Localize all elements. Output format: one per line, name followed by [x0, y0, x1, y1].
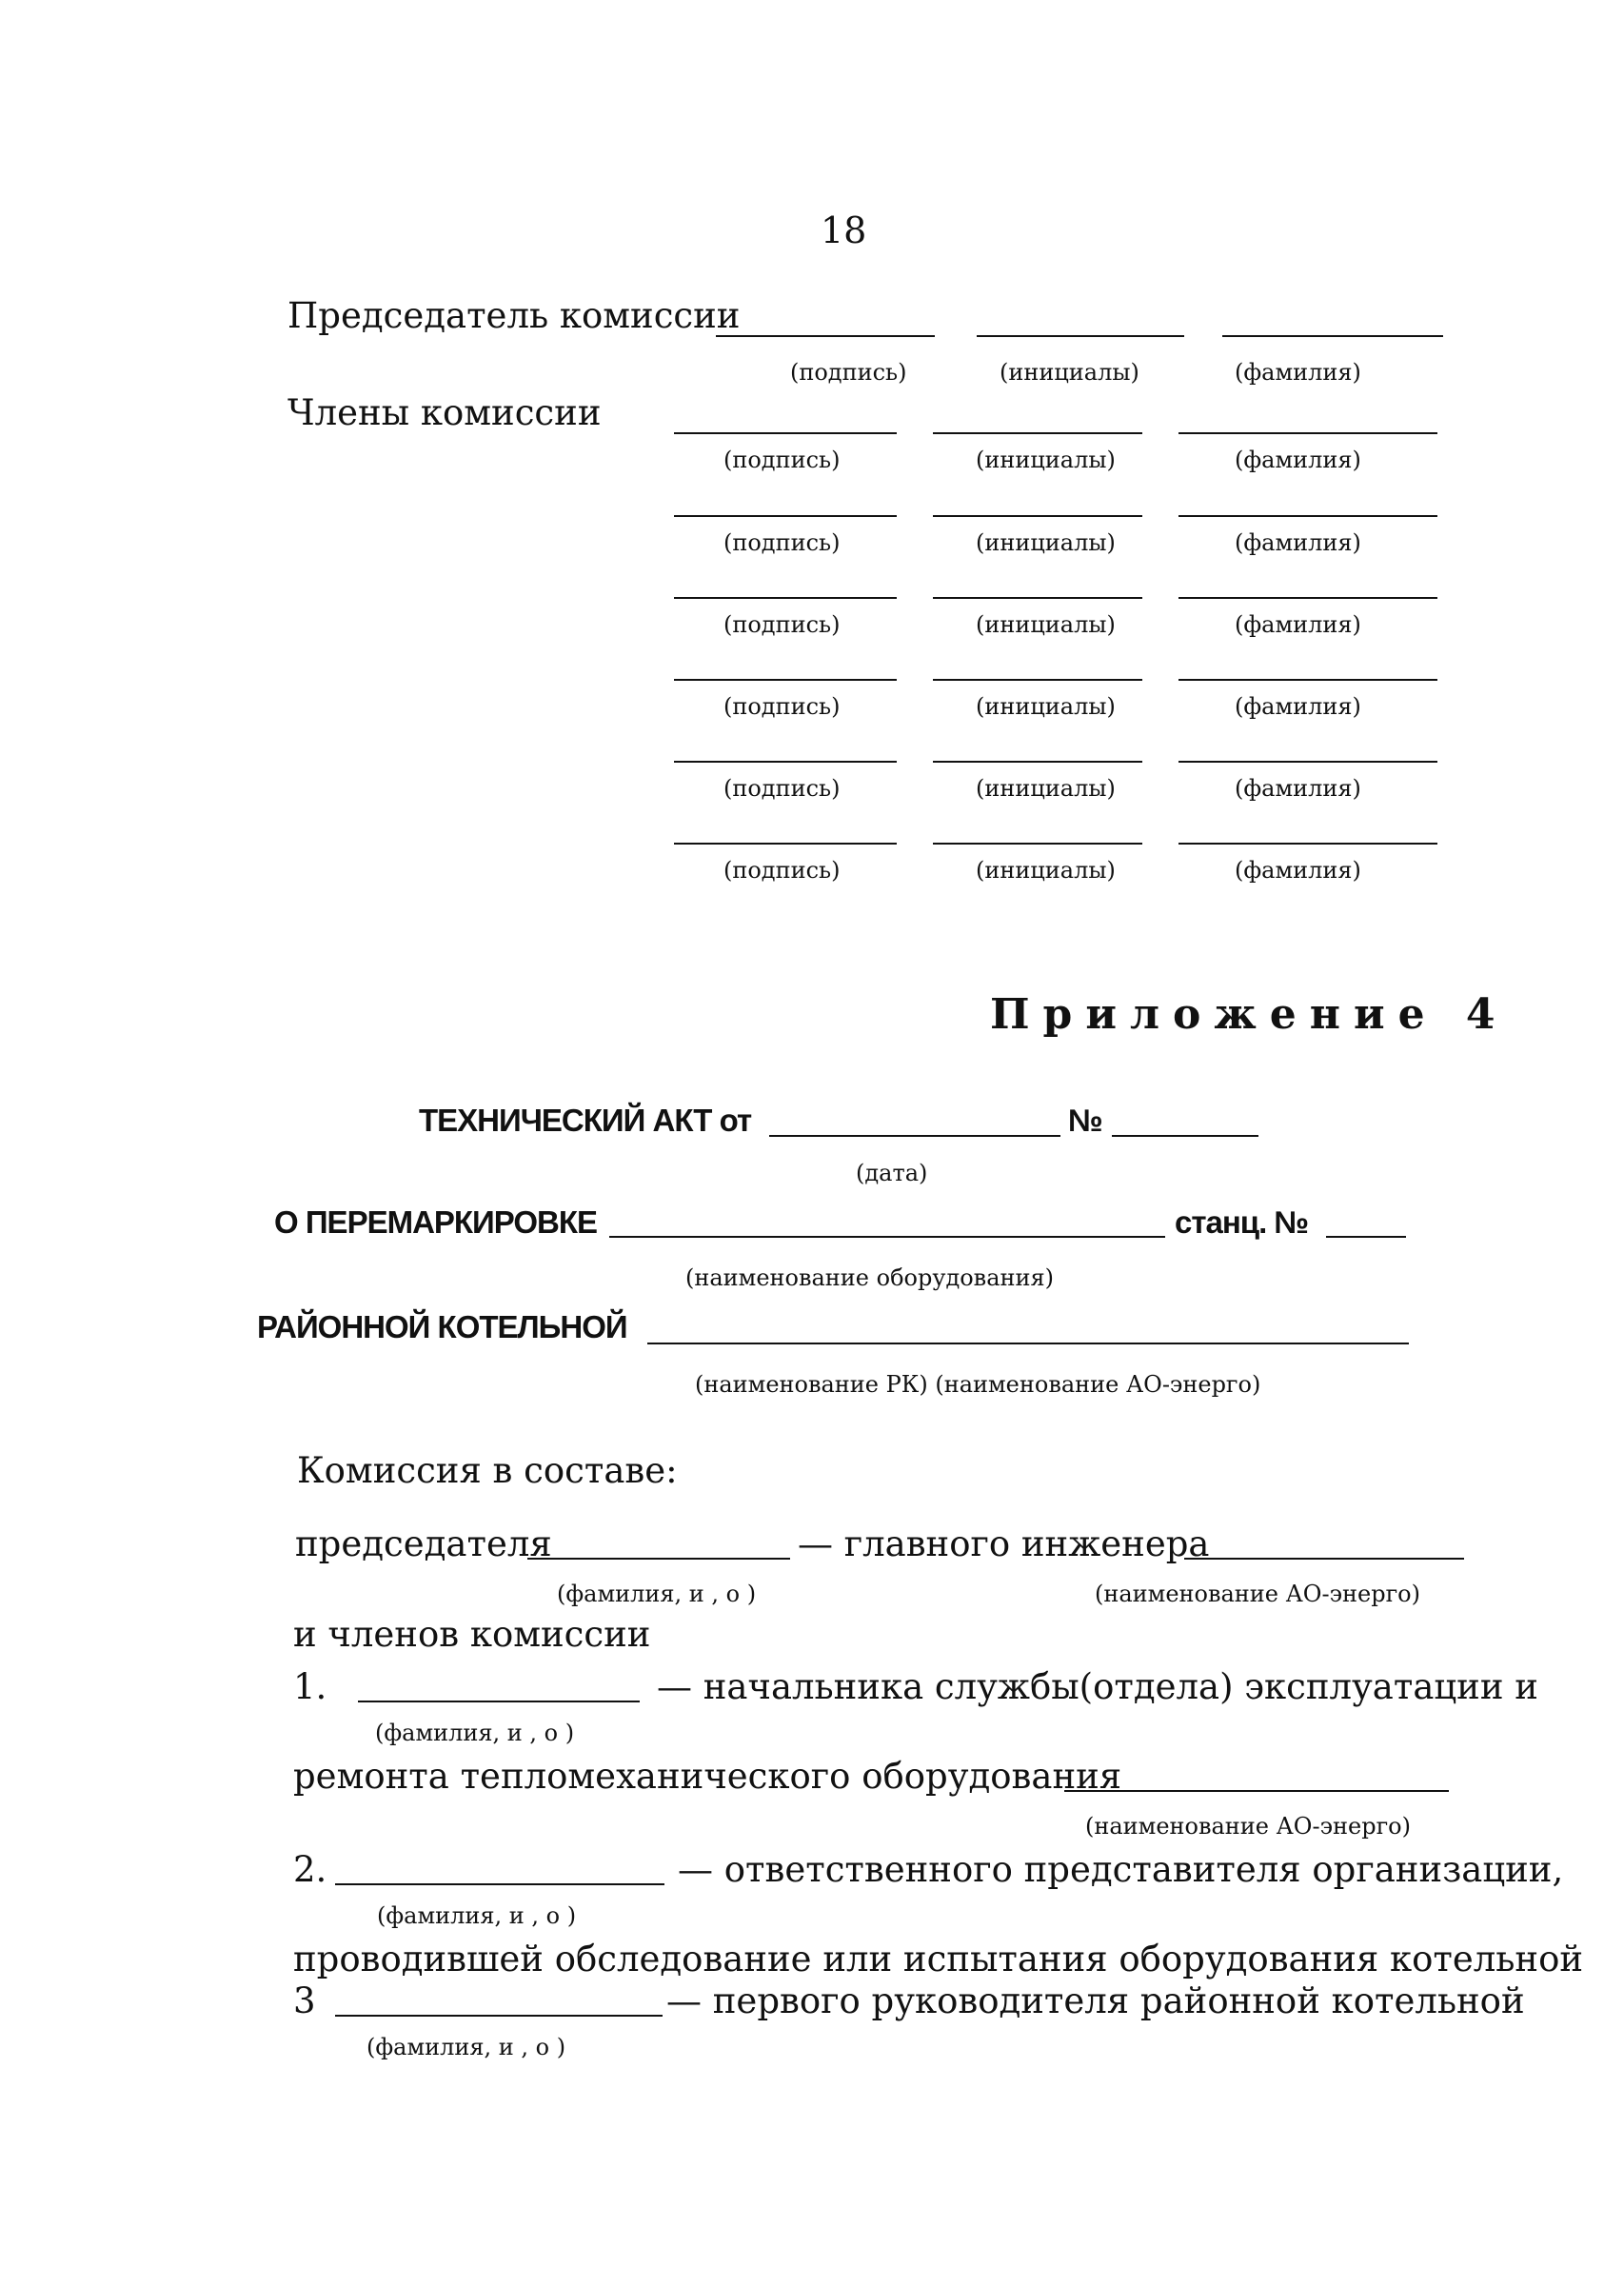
chief-engineer-label: — главного инженера	[798, 1523, 1210, 1564]
member-surname-caption: (фамилия)	[1235, 611, 1361, 638]
member-signature-line[interactable]	[674, 761, 897, 763]
members-label: Члены комиссии	[287, 392, 602, 433]
boiler-caption: (наименование РК) (наименование АО-энерго)	[695, 1371, 1261, 1398]
station-number-line[interactable]	[1326, 1236, 1406, 1238]
member-surname-caption: (фамилия)	[1235, 775, 1361, 802]
member-initials-line[interactable]	[933, 843, 1142, 845]
member-initials-line[interactable]	[933, 679, 1142, 681]
equipment-line[interactable]	[609, 1236, 1165, 1238]
member-surname-line[interactable]	[1178, 597, 1437, 599]
member-initials-line[interactable]	[933, 761, 1142, 763]
chairman-fio-line[interactable]	[527, 1558, 790, 1560]
member-surname-line[interactable]	[1178, 843, 1437, 845]
act-title: ТЕХНИЧЕСКИЙ АКТ от	[419, 1103, 752, 1138]
member-signature-caption: (подпись)	[723, 857, 841, 884]
member-signature-line[interactable]	[674, 515, 897, 517]
item2-fio-line[interactable]	[335, 1883, 664, 1885]
item1-text: — начальника службы(отдела) эксплуатации и	[657, 1666, 1538, 1707]
chairman-ao-caption: (наименование АО-энерго)	[1095, 1581, 1420, 1607]
item2-number: 2.	[293, 1849, 327, 1890]
member-initials-caption: (инициалы)	[976, 447, 1116, 473]
item2-fio-caption: (фамилия, и , о )	[377, 1902, 577, 1929]
remark-label: О ПЕРЕМАРКИРОВКЕ	[274, 1204, 598, 1240]
equipment-caption: (наименование оборудования)	[685, 1264, 1054, 1291]
member-signature-line[interactable]	[674, 843, 897, 845]
member-surname-caption: (фамилия)	[1235, 529, 1361, 556]
item3-fio-line[interactable]	[335, 2015, 663, 2017]
member-signature-line[interactable]	[674, 432, 897, 434]
commission-intro: Комиссия в составе:	[297, 1450, 678, 1491]
act-number-sign: №	[1068, 1103, 1102, 1138]
members-intro: и членов комиссии	[293, 1614, 651, 1655]
member-initials-line[interactable]	[933, 515, 1142, 517]
member-initials-caption: (инициалы)	[976, 775, 1116, 802]
member-initials-line[interactable]	[933, 432, 1142, 434]
member-initials-caption: (инициалы)	[976, 611, 1116, 638]
item1-fio-caption: (фамилия, и , о )	[375, 1720, 575, 1746]
member-signature-line[interactable]	[674, 679, 897, 681]
chair-surname-line[interactable]	[1222, 335, 1443, 337]
member-initials-caption: (инициалы)	[976, 857, 1116, 884]
member-surname-line[interactable]	[1178, 515, 1437, 517]
member-surname-caption: (фамилия)	[1235, 857, 1361, 884]
station-label: станц. №	[1175, 1204, 1309, 1240]
member-signature-caption: (подпись)	[723, 529, 841, 556]
item3-text: — первого руководителя районной котельной	[666, 1980, 1525, 2021]
item1-continuation: ремонта тепломеханического оборудования	[293, 1756, 1122, 1797]
chairman-fio-caption: (фамилия, и , о )	[557, 1581, 757, 1607]
page-number: 18	[821, 209, 867, 251]
member-surname-line[interactable]	[1178, 761, 1437, 763]
act-date-caption: (дата)	[856, 1160, 928, 1186]
chair-label: Председатель комиссии	[287, 295, 741, 336]
member-signature-caption: (подпись)	[723, 693, 841, 720]
item1-number: 1.	[293, 1666, 327, 1707]
act-date-line[interactable]	[769, 1135, 1060, 1137]
chairman-ao-line[interactable]	[1184, 1558, 1464, 1560]
item2-text: — ответственного представителя организации,	[678, 1849, 1564, 1890]
member-initials-caption: (инициалы)	[976, 529, 1116, 556]
item1-ao-line[interactable]	[1064, 1790, 1449, 1792]
boiler-label: РАЙОННОЙ КОТЕЛЬНОЙ	[257, 1309, 627, 1344]
chair-surname-caption: (фамилия)	[1235, 359, 1361, 386]
chair-signature-caption: (подпись)	[790, 359, 907, 386]
item2-continuation: проводившей обследование или испытания оборудования котельной	[293, 1939, 1584, 1980]
member-signature-line[interactable]	[674, 597, 897, 599]
item1-ao-caption: (наименование АО-энерго)	[1085, 1813, 1411, 1840]
member-surname-line[interactable]	[1178, 679, 1437, 681]
member-signature-caption: (подпись)	[723, 447, 841, 473]
member-surname-caption: (фамилия)	[1235, 447, 1361, 473]
member-initials-caption: (инициалы)	[976, 693, 1116, 720]
member-initials-line[interactable]	[933, 597, 1142, 599]
appendix-heading: Приложение 4	[990, 990, 1509, 1039]
chair-initials-line[interactable]	[977, 335, 1184, 337]
item1-fio-line[interactable]	[358, 1701, 640, 1702]
member-surname-line[interactable]	[1178, 432, 1437, 434]
item3-fio-caption: (фамилия, и , о )	[366, 2034, 566, 2060]
boiler-name-line[interactable]	[647, 1343, 1409, 1344]
member-signature-caption: (подпись)	[723, 775, 841, 802]
item3-number: 3	[293, 1980, 316, 2021]
member-signature-caption: (подпись)	[723, 611, 841, 638]
chairman-label: председателя	[295, 1523, 552, 1564]
chair-initials-caption: (инициалы)	[1000, 359, 1139, 386]
act-number-line[interactable]	[1112, 1135, 1258, 1137]
chair-signature-line[interactable]	[716, 335, 935, 337]
member-surname-caption: (фамилия)	[1235, 693, 1361, 720]
